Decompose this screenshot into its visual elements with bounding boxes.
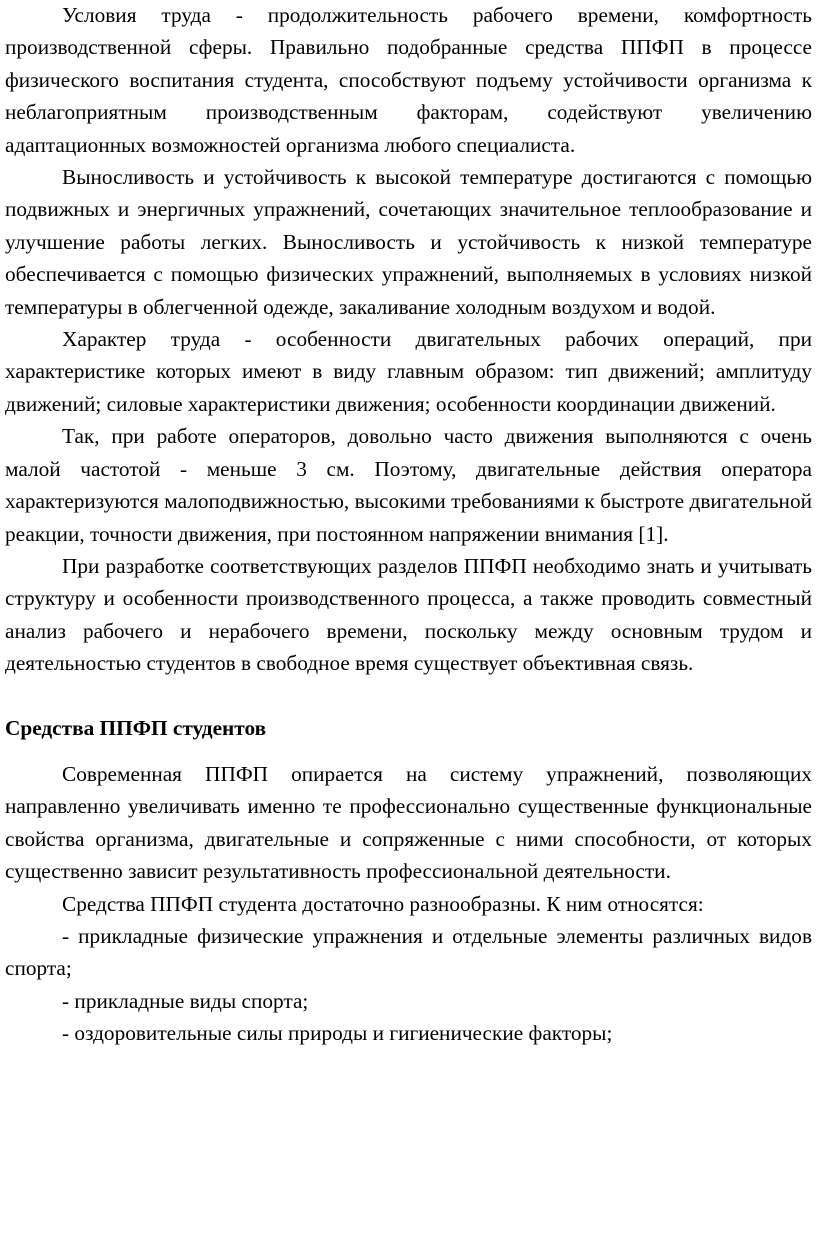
list-item: - прикладные физические упражнения и отдельные элементы различных видов спорта;	[5, 923, 812, 981]
paragraph: Средства ППФП студента достаточно разнообразны. К ним относятся:	[62, 891, 704, 916]
section-heading: Средства ППФП студентов	[5, 715, 267, 740]
paragraph: Выносливость и устойчивость к высокой температуре достигаются с помощью подвижных и энергичных упражнений, сочетающих значительное теплообразование и улучшение работы легких. Выносливость и устойчивость к низкой температуре обеспечивается с помощью физических упражнений, выполняемых в условиях низкой температуры в облегченной одежде, закаливание холодным воздухом и водой.	[5, 165, 812, 319]
list-item: - прикладные виды спорта;	[62, 988, 309, 1013]
list-item: - оздоровительные силы природы и гигиенические факторы;	[62, 1021, 613, 1046]
paragraph: Так, при работе операторов, довольно часто движения выполняются с очень малой частотой - меньше 3 см. Поэтому, двигательные действия оператора характеризуются малоподвижностью, высокими требованиями к быстроте двигательной реакции, точности движения, при постоянном напряжении внимания [1].	[5, 424, 812, 546]
paragraph: Условия труда - продолжительность рабочего времени, комфортность производственной сферы. Правильно подобранные средства ППФП в процессе физического воспитания студента, способствуют подъему устойчивости организма к неблагоприятным производственным факторам, содействуют увеличению адаптационных возможностей организма любого специалиста.	[5, 3, 812, 157]
paragraph: При разработке соответствующих разделов ППФП необходимо знать и учитывать структуру и особенности производственного процесса, а также проводить совместный анализ рабочего и нерабочего времени, поскольку между основным трудом и деятельностью студентов в свободное время существует объективная связь.	[5, 553, 812, 676]
means-list	[5, 920, 812, 1050]
paragraph: Характер труда - особенности двигательных рабочих операций, при характеристике которых имеют в виду главным образом: тип движений; амплитуду движений; силовые характеристики движения; особенности координации движений.	[5, 327, 812, 416]
paragraph: Современная ППФП опирается на систему упражнений, позволяющих направленно увеличивать именно те профессионально существенные функциональные свойства организма, двигательные и сопряженные с ними способности, от которых существенно зависит результативность профессиональной деятельности.	[5, 761, 812, 884]
